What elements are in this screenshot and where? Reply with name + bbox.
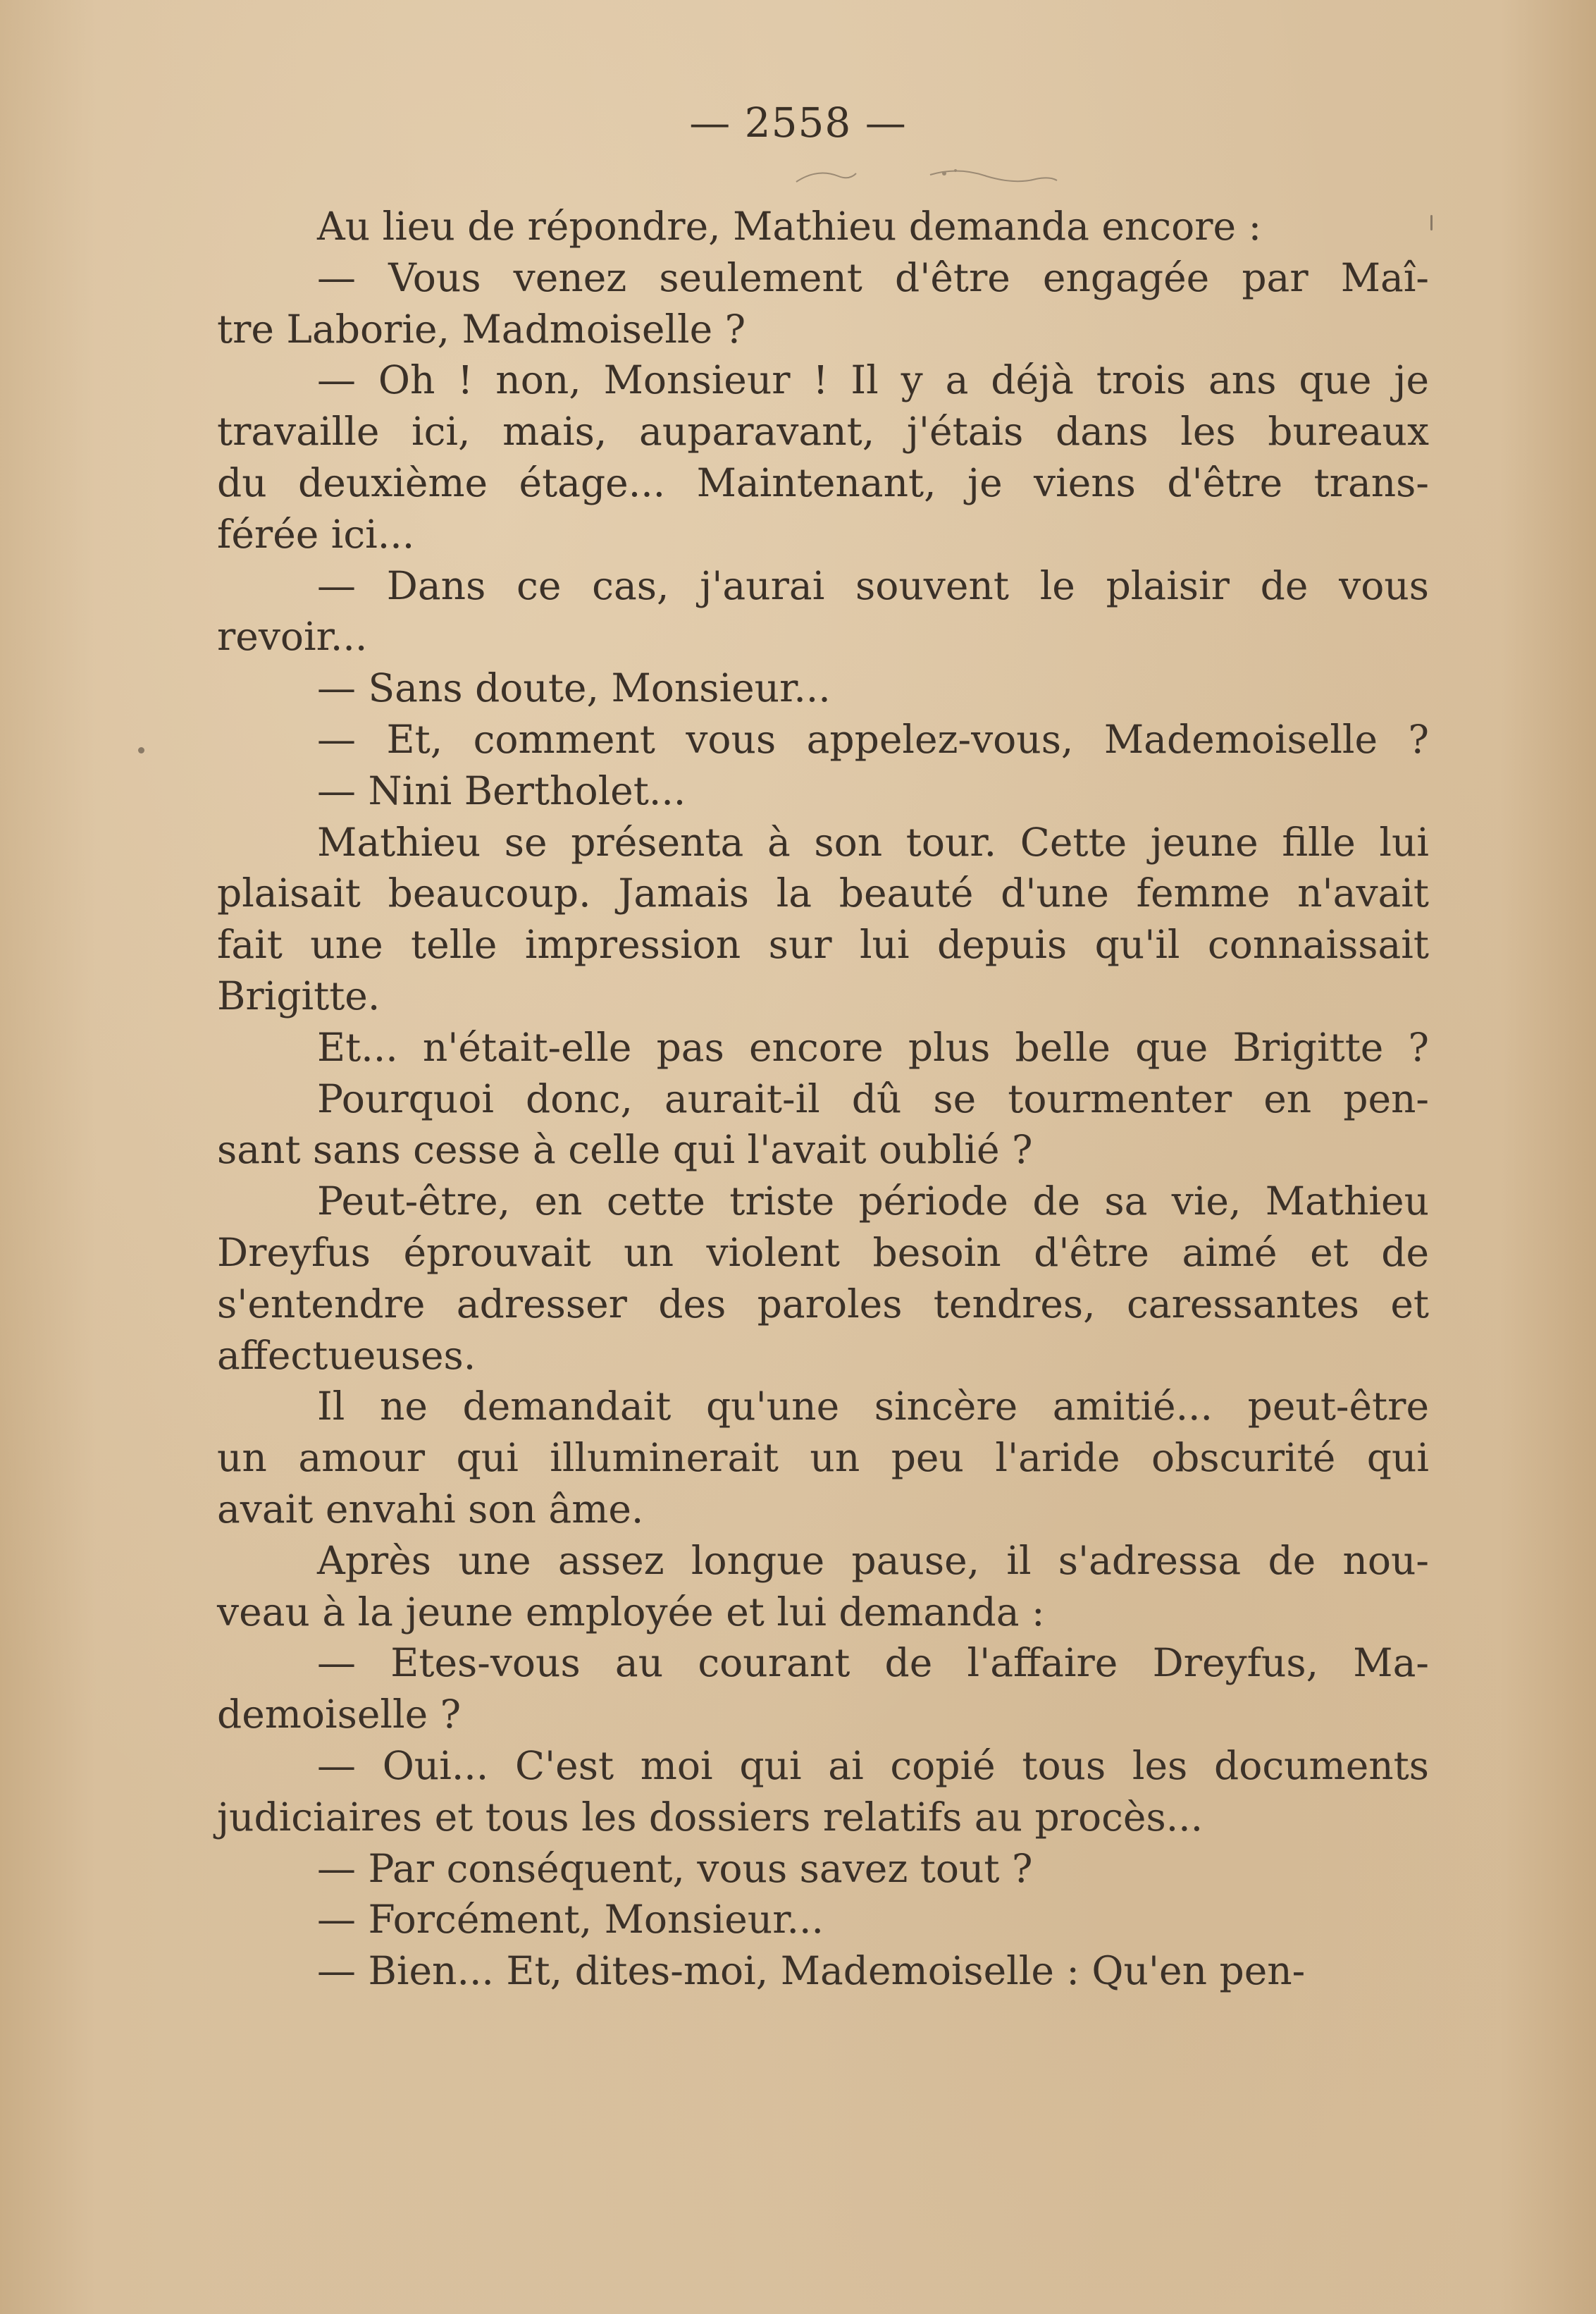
- text-line: affectueuses.: [217, 1332, 476, 1378]
- text-line: Il ne demandait qu'une sincère amitié... peut-être: [317, 1384, 1429, 1429]
- text-line: un amour qui illuminerait un peu l'aride obscurité qui: [217, 1435, 1429, 1481]
- text-line: férée ici...: [217, 511, 415, 557]
- decorative-flourish: [705, 161, 1127, 189]
- text-line: veau à la jeune employée et lui demanda :: [217, 1589, 1045, 1635]
- text-line: Et... n'était-elle pas encore plus belle que Brigitte ?: [317, 1024, 1429, 1070]
- text-line: s'entendre adresser des paroles tendres, caressantes et: [217, 1281, 1429, 1327]
- paper-speck: [1430, 215, 1433, 230]
- text-line: judiciaires et tous les dossiers relatifs au procès...: [217, 1794, 1204, 1840]
- text-line: — Forcément, Monsieur...: [317, 1897, 824, 1943]
- paper-speck: [138, 747, 144, 753]
- text-line: Après une assez longue pause, il s'adressa de nou-: [317, 1537, 1429, 1583]
- text-line: — Vous venez seulement d'être engagée par Maî-: [317, 254, 1429, 300]
- text-line: — Et, comment vous appelez-vous, Mademoiselle ?: [317, 716, 1429, 762]
- text-line: — Bien... Et, dites-moi, Mademoiselle : Qu'en pen-: [317, 1948, 1306, 1994]
- text-line: tre Laborie, Madmoiselle ?: [217, 306, 746, 352]
- text-line: Pourquoi donc, aurait-il dû se tourmenter en pen-: [317, 1076, 1429, 1121]
- text-line: travaille ici, mais, auparavant, j'étais dans les bureaux: [217, 409, 1429, 455]
- text-line: Au lieu de répondre, Mathieu demanda encore :: [317, 204, 1262, 249]
- text-line: Mathieu se présenta à son tour. Cette jeune fille lui: [317, 819, 1429, 865]
- text-line: du deuxième étage... Maintenant, je viens d'être trans-: [217, 460, 1429, 505]
- text-line: — Sans doute, Monsieur...: [317, 665, 831, 711]
- text-line: revoir...: [217, 614, 368, 660]
- text-line: — Par conséquent, vous savez tout ?: [317, 1845, 1033, 1891]
- text-line: fait une telle impression sur lui depuis qu'il connaissait: [217, 922, 1429, 968]
- text-line: avait envahi son âme.: [217, 1486, 644, 1532]
- text-line: Peut-être, en cette triste période de sa vie, Mathieu: [317, 1178, 1429, 1224]
- text-line: Dreyfus éprouvait un violent besoin d'être aimé et de: [217, 1229, 1429, 1275]
- text-line: — Dans ce cas, j'aurai souvent le plaisir de vous: [317, 562, 1429, 608]
- page-number: — 2558 —: [689, 99, 907, 147]
- text-line: — Oh ! non, Monsieur ! Il y a déjà trois ans que je: [317, 357, 1429, 403]
- text-line: sant sans cesse à celle qui l'avait oublié ?: [217, 1127, 1033, 1173]
- text-line: — Etes-vous au courant de l'affaire Dreyfus, Ma-: [317, 1640, 1429, 1686]
- text-line: demoiselle ?: [217, 1692, 462, 1737]
- text-line: — Oui... C'est moi qui ai copié tous les documents: [317, 1742, 1429, 1788]
- text-line: Brigitte.: [217, 973, 381, 1018]
- body-text: [217, 201, 1429, 1997]
- text-line: — Nini Bertholet...: [317, 768, 686, 813]
- text-line: plaisait beaucoup. Jamais la beauté d'une femme n'avait: [217, 870, 1429, 916]
